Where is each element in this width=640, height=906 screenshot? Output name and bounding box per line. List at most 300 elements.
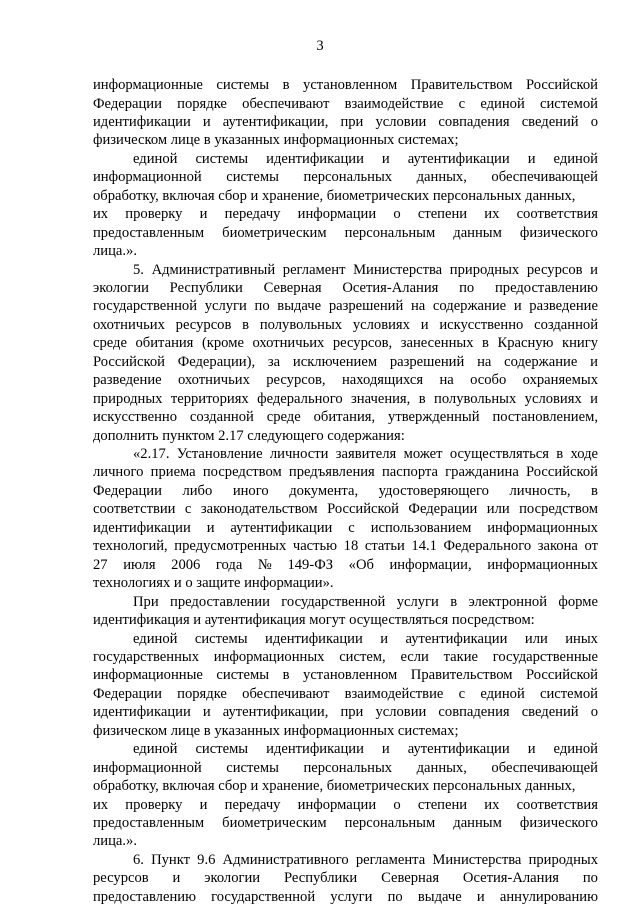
text-word: и [513,298,522,315]
text-word: 9.6 [197,851,216,868]
text-line [93,408,598,426]
text-line [93,371,598,389]
text-word: ресурсов, [266,372,326,389]
text-word: предоставленным [93,815,205,831]
text-word: искусственно [439,316,524,333]
text-word: охотничьих [252,335,325,352]
text-word: охраняемых [522,372,598,389]
text-word: физическом лице в указанных информационных системах; [93,722,459,739]
text-word: «2.17. [133,446,170,462]
text-word: проверку [125,206,183,223]
text-line [93,482,598,500]
text-word: 5. [133,261,144,278]
text-word: ресурсов [175,316,232,333]
text-word: идентификации [93,519,191,536]
text-word: может [403,446,443,462]
text-word: системой [540,685,598,702]
text-word: степени [417,206,468,223]
text-line [93,537,598,555]
text-word: аутентификации [407,150,510,167]
text-word: и [202,113,211,130]
text-word: в [282,77,290,93]
text-word: совпадения [438,704,510,721]
text-word: системой [540,95,598,112]
text-word: в [591,482,598,499]
text-line [93,685,598,703]
text-word: полувольных [259,316,343,333]
text-word: и [202,704,211,721]
text-word: обеспечивают [242,685,330,702]
text-word: и [381,150,390,167]
text-word: иных [565,630,598,647]
text-word: системы [194,630,248,647]
text-word: посредством [202,464,282,481]
text-word: идентификации [93,113,191,130]
text-word: Административный [151,261,276,278]
text-word: аутентификации [230,519,333,536]
text-word: и [199,206,208,223]
text-word: лица.». [93,833,137,850]
text-word: статьи [364,538,405,555]
text-word: Осетия-Алания [342,279,439,296]
text-word: порядке [177,95,227,112]
text-word: персональных [303,169,393,186]
text-word: в [482,335,489,352]
text-word: ресурсов [526,261,583,278]
text-word: такие [443,648,479,665]
text-line [93,242,598,260]
text-line [93,187,598,205]
text-word: их [93,206,109,223]
text-word: взаимодействие [344,685,444,702]
text-word: и [172,870,181,887]
text-word: Административного [222,851,349,868]
text-word: разрешений [389,353,465,370]
text-word: государственной [281,593,386,610]
text-word: Красную [497,335,554,352]
text-word: значения, [351,390,411,407]
text-line [93,888,598,906]
text-word: идентификации [265,630,363,647]
text-word: дополнить пунктом 2.17 следующего содержания: [93,427,405,444]
text-word: разведение [529,298,598,315]
text-line [93,95,598,113]
text-line [93,224,598,242]
text-word: экологии [204,870,261,887]
text-word: идентификация и аутентификация могут осуществляться посредством: [93,612,535,628]
text-word: находящихся [341,372,424,389]
text-word: в [418,390,426,407]
text-word: Правительством [410,667,513,684]
text-word: обработку, включая сбор и хранение, биометрических персональных данных, [93,187,576,204]
text-word: паспорта [381,464,438,481]
text-word: Российской [327,501,399,518]
text-word: сведений [521,704,579,721]
text-word: Пункт [151,851,191,868]
text-word: единой [133,150,178,167]
text-word: предоставленным [93,224,205,241]
text-word: Правительством [410,77,513,93]
text-word: биометрическим [222,815,327,831]
text-line [93,390,598,408]
text-word: по [387,888,403,905]
text-word: использованием [370,519,472,536]
text-word: приема [150,464,196,481]
text-word: от [584,538,598,555]
text-word: совпадения [438,113,510,130]
text-word: или [524,630,548,647]
text-word: Российской [526,77,598,93]
text-word: Российской [526,667,598,684]
text-line [93,353,598,371]
text-word: обеспечивающей [491,759,598,776]
text-word: в [450,593,458,610]
text-word: если [400,648,429,665]
text-word: физическом лице в указанных информационных системах; [93,132,459,149]
text-word: и [590,353,598,370]
text-word: порядке [177,685,227,702]
text-line [93,519,598,537]
text-word: Осетия-Алания [462,870,559,887]
text-word: персональным [344,224,436,241]
text-word: системы [216,667,270,684]
text-word: Федерации), [177,353,256,370]
text-word: системы [216,77,270,93]
text-word: Министерства [432,851,522,868]
text-word: персональных [303,759,393,776]
text-line [93,463,598,481]
text-word: аннулированию [499,888,598,905]
text-word: 14.1 [411,538,437,555]
text-word: природных [93,390,163,407]
text-word: информационной [93,759,202,776]
text-word: аутентификации [405,630,508,647]
text-word: созданной [189,409,254,426]
text-word: условии [375,704,427,721]
text-line [93,574,598,592]
text-word: при [340,113,364,130]
text-line [93,703,598,721]
text-word: лица.». [93,243,137,259]
text-word: 2006 [171,556,201,573]
text-line [93,279,598,297]
text-line [93,666,598,684]
text-word: личности [269,446,329,462]
text-word: условиях [524,390,582,407]
text-word: При [133,593,159,610]
text-word: утвержденный [388,409,480,426]
text-line [93,427,598,445]
text-word: по [254,298,270,315]
text-word: «Об [348,556,374,573]
text-word: обеспечивающей [491,169,598,186]
text-word: информационных [487,556,598,573]
text-word: и [476,888,485,905]
text-word: о [590,113,598,130]
text-word: аутентификации, [222,113,329,130]
text-word: с [348,519,355,536]
text-word: данным [453,224,502,241]
text-word: Федерации [408,501,478,518]
text-word: природных [449,261,520,278]
text-word: либо [182,482,213,499]
text-word: экологии [93,279,149,296]
text-line [93,316,598,334]
text-word: иного [232,482,269,499]
text-word: технологий, [93,538,168,555]
text-word: данных, [416,169,467,186]
text-word: установленном [303,667,398,684]
text-word: документа, [289,482,359,499]
text-word: систем, [339,648,386,665]
text-word: книгу [562,335,598,352]
text-line [93,556,598,574]
text-word: сведений [521,113,579,130]
text-word: личность, [509,482,571,499]
text-word: разрешений [328,298,404,315]
text-word: Федерации [93,95,162,112]
text-word: охотничьих [178,372,250,389]
text-word: информационные [93,77,203,93]
text-word: занесенных [400,335,474,352]
text-word: информационных [213,648,325,665]
text-word: взаимодействие [344,95,444,112]
text-word: физического [519,224,598,241]
text-word: степени [417,796,468,813]
text-word: и [380,630,389,647]
text-word: о [393,796,401,813]
text-word: системы [226,759,279,776]
text-word: с [458,685,466,702]
text-word: Федерации [93,482,162,499]
text-word: и [199,796,208,813]
text-word: физического [519,815,598,831]
text-word: исключением [292,353,378,370]
text-word: за [267,353,281,370]
text-word: закона [537,538,578,555]
text-word: по [459,279,475,296]
text-line [93,297,598,315]
text-word: государственных [93,648,200,665]
text-line [133,593,598,611]
text-word: Федерации [93,685,162,702]
text-word: идентификации [93,704,191,721]
text-line [93,113,598,131]
text-word: постановлением, [492,409,598,426]
text-word: услуги [204,298,247,315]
text-word: информационные [93,667,203,684]
text-word: передачу [224,206,281,223]
text-word: созданной [534,316,598,333]
text-line [133,445,598,463]
text-word: соответствии [93,501,176,518]
text-word: системы [226,169,279,186]
text-word: биометрическим [222,224,327,241]
text-word: информации [297,206,377,223]
text-word: их [484,796,500,813]
text-word: электронной [468,593,548,610]
text-word: информационных [487,519,598,536]
text-word: на [439,372,454,389]
text-line [93,611,598,629]
text-word: соответствия [516,796,598,813]
text-word: в [242,316,250,333]
text-word: их [484,206,500,223]
text-line [93,722,598,740]
text-word: единой [480,95,525,112]
text-word: форме [558,593,598,610]
text-word: среде [93,335,127,352]
text-word: информации, [389,556,472,573]
text-word: 6. [133,851,144,868]
text-word: года [215,556,243,573]
text-line [93,334,598,352]
text-word: частью [292,538,338,555]
text-word: условиях [352,316,410,333]
text-word: выдаче [277,298,322,315]
text-word: предъявления [288,464,375,481]
text-word: обитания [135,335,194,352]
text-line [93,832,598,850]
text-word: единой [133,630,178,647]
text-word: данных, [416,759,467,776]
text-word: данным [453,815,502,831]
text-word: идентификации [266,150,364,167]
text-word: государственной [211,888,316,905]
text-word: Северная [381,870,440,887]
text-word: Российской [93,353,165,370]
text-word: о [590,704,598,721]
text-word: федерального [257,390,343,407]
text-line [93,869,598,887]
text-word: аутентификации, [222,704,329,721]
text-word: гражданина [445,464,519,481]
text-word: июля [123,556,156,573]
text-word: при [340,704,364,721]
page-number: 3 [316,38,324,54]
text-word: обработку, включая сбор и хранение, биометрических персональных данных, [93,778,576,795]
text-line [93,777,598,795]
text-word: территориях [170,390,249,407]
text-word: 18 [343,538,359,555]
text-line [93,205,598,223]
text-word: государственной [93,298,198,315]
text-word: ресурсов [93,870,149,887]
text-word: посредством [519,501,598,518]
text-word: единой [553,150,598,167]
text-word: полувольных [434,390,517,407]
text-line [133,261,598,279]
text-word: заявителя [335,446,397,462]
text-line [133,851,598,869]
text-word: Северная [263,279,322,296]
text-word: предоставлению [93,888,196,905]
text-word: системы [195,741,249,758]
text-word: Республики [283,870,358,887]
text-line [133,630,598,648]
text-word: по [582,870,598,887]
text-word: (кроме [201,335,244,352]
text-word: и [206,519,215,536]
text-word: личного [93,464,144,481]
text-word: 27 [93,556,108,573]
text-word: проверку [125,796,183,813]
text-word: осуществляться [449,446,549,462]
text-word: аутентификации [407,741,510,758]
text-word: с [184,501,192,518]
text-word: в [282,667,290,684]
text-word: и [527,150,536,167]
text-word: Республики [169,279,243,296]
text-word: обеспечивают [242,95,330,112]
text-word: предоставлению [494,279,598,296]
text-word: особо [470,372,507,389]
text-word: выдаче [417,888,462,905]
text-word: единой [553,741,598,758]
text-word: с [458,95,466,112]
text-word: или [486,501,510,518]
text-line [93,796,598,814]
text-word: о [393,206,401,223]
text-line [133,740,598,758]
text-word: технологиях и о защите информации». [93,575,334,592]
text-word: предусмотренных [174,538,287,555]
text-word: информации [297,796,377,813]
text-word: разведение [93,372,162,389]
text-word: и [527,741,536,758]
text-word: удостоверяющего [378,482,489,499]
text-line [133,150,598,168]
text-word: идентификации [266,741,364,758]
text-word: ходе [570,446,598,462]
text-word: 149-ФЗ [287,556,334,573]
text-line [93,500,598,518]
text-word: Министерства [353,261,443,278]
text-word: государственные [492,648,598,665]
text-word: на [410,298,426,315]
text-word: на [477,353,492,370]
text-word: ресурсов, [332,335,393,352]
text-word: законодательством [200,501,318,518]
text-word: системы [195,150,249,167]
text-word: и [420,316,429,333]
text-line [93,814,598,832]
text-word: № [257,556,272,573]
text-word: природных [528,851,598,868]
text-word: в [556,446,564,462]
text-line [93,131,598,149]
text-word: персональным [344,815,436,831]
text-line [93,76,598,94]
text-word: услуги [396,593,439,610]
text-word: содержание [504,353,578,370]
text-word: искусственно [93,409,177,426]
text-word: установленном [303,77,398,93]
text-word: их [93,796,109,813]
text-word: среде [266,409,301,426]
text-word: предоставлении [170,593,270,610]
text-word: и [590,390,598,407]
text-line [93,759,598,777]
text-word: информационной [93,169,202,186]
text-word: Российской [526,464,598,481]
text-word: услуги [330,888,373,905]
text-word: и [590,261,598,278]
text-line [93,648,598,666]
text-line [93,168,598,186]
text-word: охотничьих [93,316,165,333]
text-word: Федерального [443,538,532,555]
